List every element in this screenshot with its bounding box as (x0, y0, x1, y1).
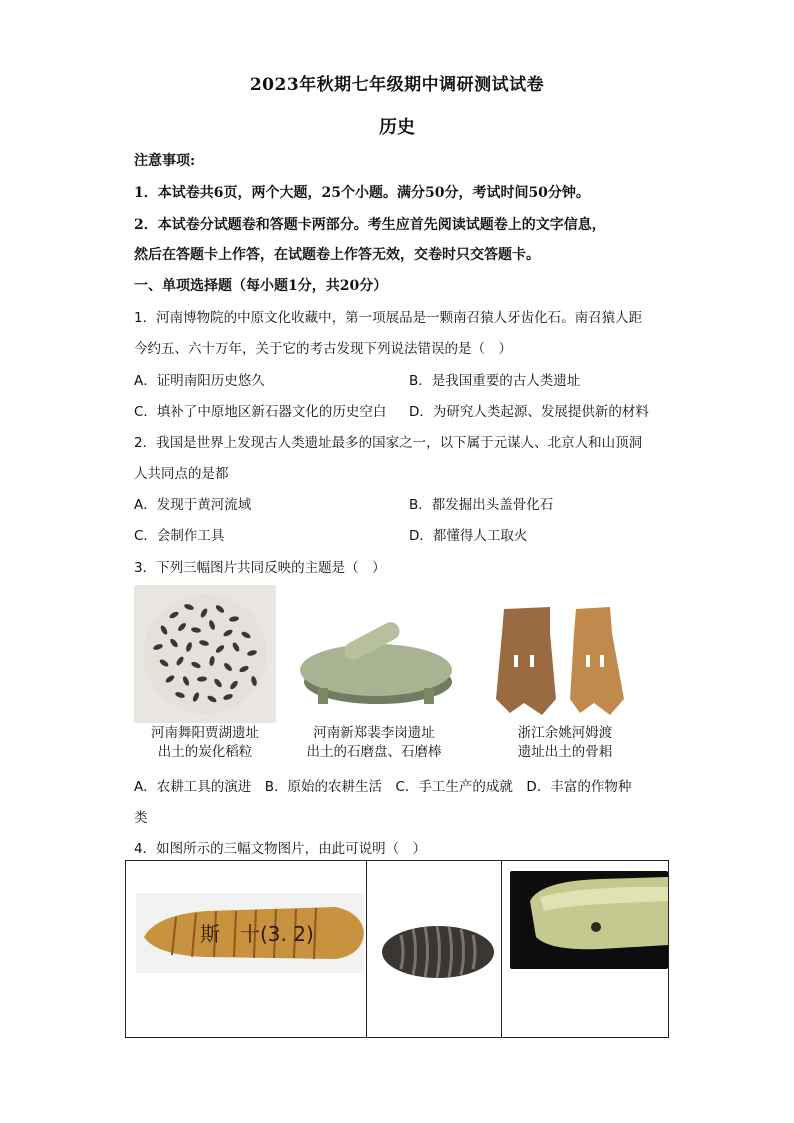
q1-option-c: C．填补了中原地区新石器文化的历史空白 (134, 404, 387, 420)
artifact-inscription: 斯 十(3. 2) (200, 922, 314, 946)
q1-option-b: B．是我国重要的古人类遗址 (409, 373, 581, 389)
caption-bone-spade (490, 724, 640, 762)
clay-cocoon-image (379, 917, 497, 987)
q2-option-c: C．会制作工具 (134, 528, 225, 544)
q2-option-a: A．发现于黄河流域 (134, 497, 252, 513)
rice-grains-image (134, 585, 276, 723)
q1-stem-line2: 今约五、六十万年，关于它的考古发现下列说法错误的是（ ） (134, 341, 512, 357)
q2-option-b: B．都发掘出头盖骨化石 (409, 497, 554, 513)
q2-option-d: D．都懂得人工取火 (409, 528, 528, 544)
caption-grinding-stone-line2: 出土的石磨盘、石磨棒 (306, 744, 442, 760)
q1-option-a: A．证明南阳历史悠久 (134, 373, 265, 389)
exam-title: 2023年秋期七年级期中调研测试试卷 (249, 75, 545, 95)
q4-stem: 4．如图所示的三幅文物图片，由此可说明（ ） (134, 841, 427, 857)
caption-bone-spade-line1: 浙江余姚河姆渡 (517, 725, 613, 741)
notes-item-1: 1．本试卷共6页，两个大题，25个小题。满分50分，考试时间50分钟。 (134, 185, 590, 201)
notes-item-2-line2: 然后在答题卡上作答，在试题卷上作答无效，交卷时只交答题卡。 (134, 247, 540, 263)
notes-heading: 注意事项: (134, 153, 196, 169)
caption-rice-grains (134, 724, 276, 762)
grinding-stone-image (296, 600, 458, 718)
caption-grinding-stone-line1: 河南新郑裴李岗遗址 (313, 725, 435, 741)
q1-option-d: D．为研究人类起源、发展提供新的材料 (409, 404, 649, 420)
notes-item-2-line1: 2．本试卷分试题卷和答题卡两部分。考生应首先阅读试题卷上的文字信息， (134, 217, 606, 233)
q3-stem: 3．下列三幅图片共同反映的主题是（ ） (134, 560, 386, 576)
q2-stem-line2: 人共同点的是都 (134, 466, 229, 482)
carved-bone-image (136, 893, 364, 973)
section-heading: 一、单项选择题（每小题1分，共20分） (134, 278, 388, 294)
q3-options-line1: A．农耕工具的演进 B．原始的农耕生活 C．手工生产的成就 D．丰富的作物种 (134, 779, 632, 795)
caption-rice-grains-line2: 出土的炭化稻粒 (157, 744, 253, 760)
q3-options-line2: 类 (134, 810, 148, 826)
q2-stem-line1: 2．我国是世界上发现古人类遗址最多的国家之一，以下属于元谋人、北京人和山顶洞 (134, 435, 643, 451)
q1-stem-line1: 1．河南博物院的中原文化收藏中，第一项展品是一颗南召猿人牙齿化石。南召猿人距 (134, 310, 643, 326)
caption-grinding-stone (284, 724, 464, 762)
artifact-cell-1 (126, 861, 367, 1038)
jade-artifact-image (510, 871, 668, 969)
artifact-image-table (125, 860, 669, 1038)
artifact-cell-2 (367, 861, 502, 1038)
caption-bone-spade-line2: 遗址出土的骨耜 (517, 744, 613, 760)
subject-title: 历史 (379, 117, 415, 138)
caption-rice-grains-line1: 河南舞阳贾湖遗址 (151, 725, 259, 741)
bone-spade-image (490, 603, 640, 721)
artifact-cell-3 (502, 861, 669, 1038)
